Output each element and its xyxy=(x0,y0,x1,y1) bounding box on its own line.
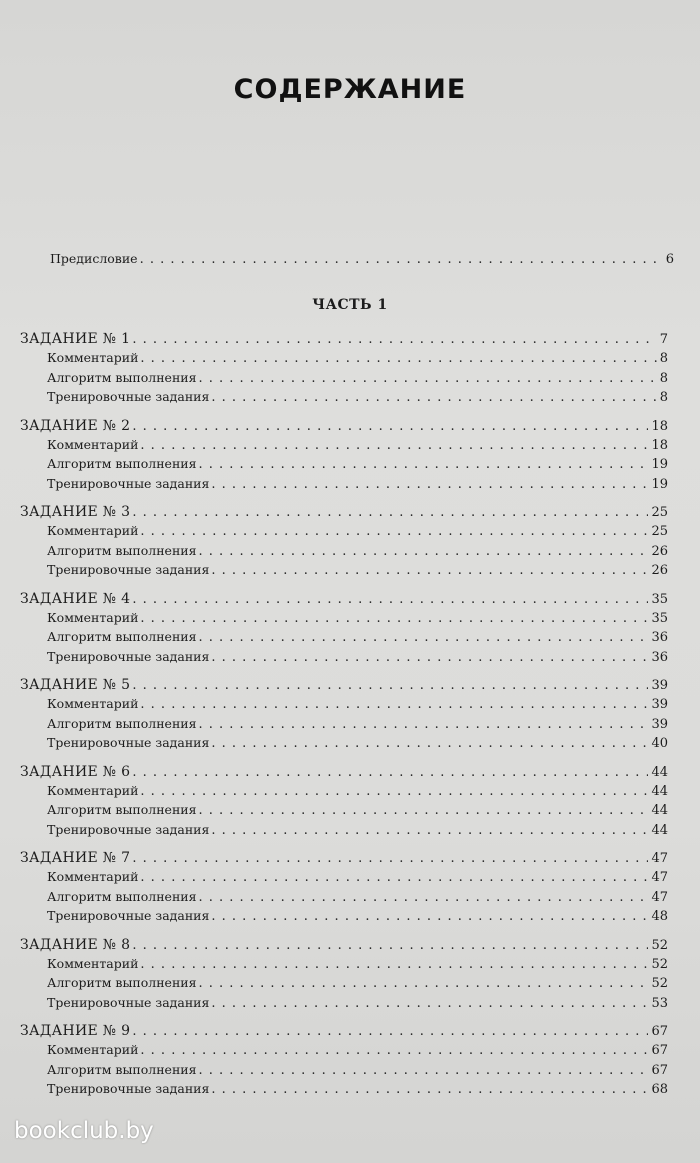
toc-entry-page: 8 xyxy=(659,390,668,405)
toc-entry-label: ЗАДАНИЕ № 1 xyxy=(20,331,131,347)
watermark-logo: bookclub.by xyxy=(14,1118,154,1144)
toc-entry-label: Тренировочные задания xyxy=(47,735,210,750)
toc-entry-label: Алгоритм выполнения xyxy=(47,802,197,817)
toc-entry-page: 44 xyxy=(651,783,668,799)
toc-entry-label: ЗАДАНИЕ № 8 xyxy=(20,936,131,953)
toc-task-heading xyxy=(20,417,668,435)
dot-leader xyxy=(211,562,648,580)
toc-entry-page: 44 xyxy=(651,764,668,780)
dot-leader xyxy=(140,956,648,974)
toc-entry-label: ЗАДАНИЕ № 2 xyxy=(20,417,131,434)
toc-task-heading xyxy=(20,590,668,608)
toc-entry-page: 52 xyxy=(651,937,668,953)
dot-leader xyxy=(211,735,648,753)
toc-entry-label: ЗАДАНИЕ № 4 xyxy=(20,590,131,607)
toc-entry-page: 26 xyxy=(651,543,668,559)
dot-leader xyxy=(211,822,648,840)
toc-entry-page: 44 xyxy=(651,822,668,838)
toc-entry-label: ЗАДАНИЕ № 3 xyxy=(20,504,131,520)
toc-task-subentry xyxy=(47,1080,668,1098)
toc-entry-label: Алгоритм выполнения xyxy=(47,975,197,990)
toc-entry-label: Алгоритм выполнения xyxy=(47,1061,197,1077)
toc-entry-page: 39 xyxy=(651,697,668,712)
toc-task-subentry xyxy=(47,888,668,906)
dot-leader xyxy=(132,504,648,522)
toc-task-subentry xyxy=(47,609,668,627)
toc-task-heading xyxy=(20,676,668,694)
toc-task-subentry xyxy=(47,695,668,713)
dot-leader xyxy=(199,456,649,474)
toc-entry-page: 8 xyxy=(659,351,668,366)
toc-task-subentry xyxy=(47,388,668,406)
toc-entry-page: 18 xyxy=(651,418,668,434)
toc-entry-page: 7 xyxy=(659,332,668,347)
toc-entry-label: Предисловие xyxy=(50,251,138,266)
part-title: ЧАСТЬ 1 xyxy=(312,297,388,313)
page-title: СОДЕРЖАНИЕ xyxy=(233,74,467,105)
toc-task-subentry xyxy=(47,782,668,800)
dot-leader xyxy=(199,802,649,820)
dot-leader xyxy=(132,764,648,782)
toc-entry-label: Алгоритм выполнения xyxy=(47,456,197,471)
toc-entry-page: 35 xyxy=(651,610,668,626)
toc-entry-page: 47 xyxy=(651,889,668,905)
toc-entry-label: Алгоритм выполнения xyxy=(47,715,197,731)
toc-task-subentry xyxy=(47,907,668,925)
toc-entry-label: Алгоритм выполнения xyxy=(47,888,197,904)
toc-task-subentry xyxy=(47,369,668,387)
toc-entry-page: 53 xyxy=(651,995,668,1011)
toc-task-subentry xyxy=(47,1041,668,1059)
toc-entry-page: 47 xyxy=(651,851,668,866)
dot-leader xyxy=(199,1062,649,1080)
toc-entry-label: Алгоритм выполнения xyxy=(47,369,197,385)
toc-entry-label: Комментарий xyxy=(47,609,139,625)
toc-entry-page: 67 xyxy=(651,1024,668,1039)
dot-leader xyxy=(140,610,648,628)
toc-entry-page: 48 xyxy=(651,909,668,924)
toc-entry-label: Комментарий xyxy=(47,696,139,711)
toc-entry-label: Комментарий xyxy=(47,1042,139,1057)
dot-leader xyxy=(132,418,648,436)
dot-leader xyxy=(132,591,648,609)
toc-entry-page: 26 xyxy=(651,563,668,578)
dot-leader xyxy=(199,370,657,388)
toc-task-subentry xyxy=(47,1061,668,1079)
toc-entry-page: 36 xyxy=(651,630,668,645)
toc-task-subentry xyxy=(47,349,668,367)
toc-entry-preface xyxy=(50,250,674,268)
toc-task-subentry xyxy=(47,648,668,666)
toc-entry-label: Комментарий xyxy=(47,523,139,538)
dot-leader xyxy=(140,869,648,887)
toc-entry-page: 52 xyxy=(651,976,668,991)
dot-leader xyxy=(211,649,648,667)
toc-entry-label: Комментарий xyxy=(47,869,139,884)
toc-entry-label: ЗАДАНИЕ № 6 xyxy=(20,763,131,780)
toc-entry-page: 47 xyxy=(651,870,668,885)
toc-task-subentry xyxy=(47,542,668,560)
toc-entry-label: Тренировочные задания xyxy=(47,475,210,491)
dot-leader xyxy=(140,437,648,455)
toc-task-subentry xyxy=(47,801,668,819)
toc-entry-page: 39 xyxy=(651,716,668,732)
dot-leader xyxy=(211,476,648,494)
dot-leader xyxy=(199,629,649,647)
toc-entry-page: 67 xyxy=(651,1062,668,1078)
toc-entry-label: Тренировочные задания xyxy=(47,389,210,404)
toc-entry-label: Комментарий xyxy=(47,782,139,798)
toc-task-subentry xyxy=(47,715,668,733)
dot-leader xyxy=(140,523,648,541)
toc-entry-label: Тренировочные задания xyxy=(47,1081,210,1096)
dot-leader xyxy=(132,1023,648,1041)
dot-leader xyxy=(140,783,648,801)
dot-leader xyxy=(132,850,648,868)
toc-entry-page: 67 xyxy=(651,1043,668,1058)
toc-entry-label: ЗАДАНИЕ № 5 xyxy=(20,677,131,693)
toc-entry-label: Алгоритм выполнения xyxy=(47,542,197,558)
toc-task-heading xyxy=(20,936,668,954)
toc-entry-label: Комментарий xyxy=(47,955,139,971)
toc-entry-page: 40 xyxy=(651,736,668,751)
toc-task-subentry xyxy=(47,455,668,473)
dot-leader xyxy=(211,995,648,1013)
toc-task-subentry xyxy=(47,955,668,973)
toc-task-subentry xyxy=(47,868,668,886)
toc-entry-page: 44 xyxy=(651,803,668,818)
dot-leader xyxy=(211,389,656,407)
toc-task-subentry xyxy=(47,994,668,1012)
toc-entry-page: 19 xyxy=(651,476,668,492)
toc-entry-page: 52 xyxy=(651,956,668,972)
dot-leader xyxy=(199,543,649,561)
toc-task-heading xyxy=(20,503,668,521)
toc-entry-label: Тренировочные задания xyxy=(47,648,210,664)
toc-task-subentry xyxy=(47,561,668,579)
dot-leader xyxy=(199,716,649,734)
toc-entry-label: Тренировочные задания xyxy=(47,908,210,923)
toc-entry-page: 68 xyxy=(651,1082,668,1097)
toc-entry-page: 36 xyxy=(651,649,668,665)
toc-entry-page: 18 xyxy=(651,437,668,453)
toc-entry-page: 35 xyxy=(651,591,668,607)
toc-entry-page: 19 xyxy=(651,457,668,472)
dot-leader xyxy=(132,937,648,955)
toc-entry-page: 6 xyxy=(665,252,674,267)
toc-entry-page: 25 xyxy=(651,505,668,520)
toc-task-heading xyxy=(20,849,668,867)
dot-leader xyxy=(199,889,649,907)
toc-entry-label: Тренировочные задания xyxy=(47,821,210,837)
dot-leader xyxy=(140,1042,648,1060)
toc-entry-label: ЗАДАНИЕ № 7 xyxy=(20,850,131,866)
toc-task-subentry xyxy=(47,522,668,540)
toc-task-subentry xyxy=(47,628,668,646)
dot-leader xyxy=(140,350,656,368)
toc-task-heading xyxy=(20,330,668,348)
dot-leader xyxy=(211,908,648,926)
dot-leader xyxy=(140,696,648,714)
toc-task-heading xyxy=(20,1022,668,1040)
dot-leader xyxy=(140,251,663,269)
toc-entry-label: Тренировочные задания xyxy=(47,994,210,1010)
toc-task-subentry xyxy=(47,974,668,992)
dot-leader xyxy=(132,331,656,349)
toc-task-subentry xyxy=(47,475,668,493)
toc-task-heading xyxy=(20,763,668,781)
toc-entry-page: 25 xyxy=(651,524,668,539)
toc-entry-page: 8 xyxy=(659,370,668,386)
toc-entry-label: Комментарий xyxy=(47,350,139,365)
toc-entry-label: Комментарий xyxy=(47,436,139,452)
toc-entry-label: ЗАДАНИЕ № 9 xyxy=(20,1023,131,1039)
dot-leader xyxy=(132,677,648,695)
toc-task-subentry xyxy=(47,436,668,454)
toc-entry-page: 39 xyxy=(651,678,668,693)
dot-leader xyxy=(199,975,649,993)
dot-leader xyxy=(211,1081,648,1099)
toc-entry-label: Алгоритм выполнения xyxy=(47,629,197,644)
toc-task-subentry xyxy=(47,821,668,839)
toc-task-subentry xyxy=(47,734,668,752)
toc-entry-label: Тренировочные задания xyxy=(47,562,210,577)
